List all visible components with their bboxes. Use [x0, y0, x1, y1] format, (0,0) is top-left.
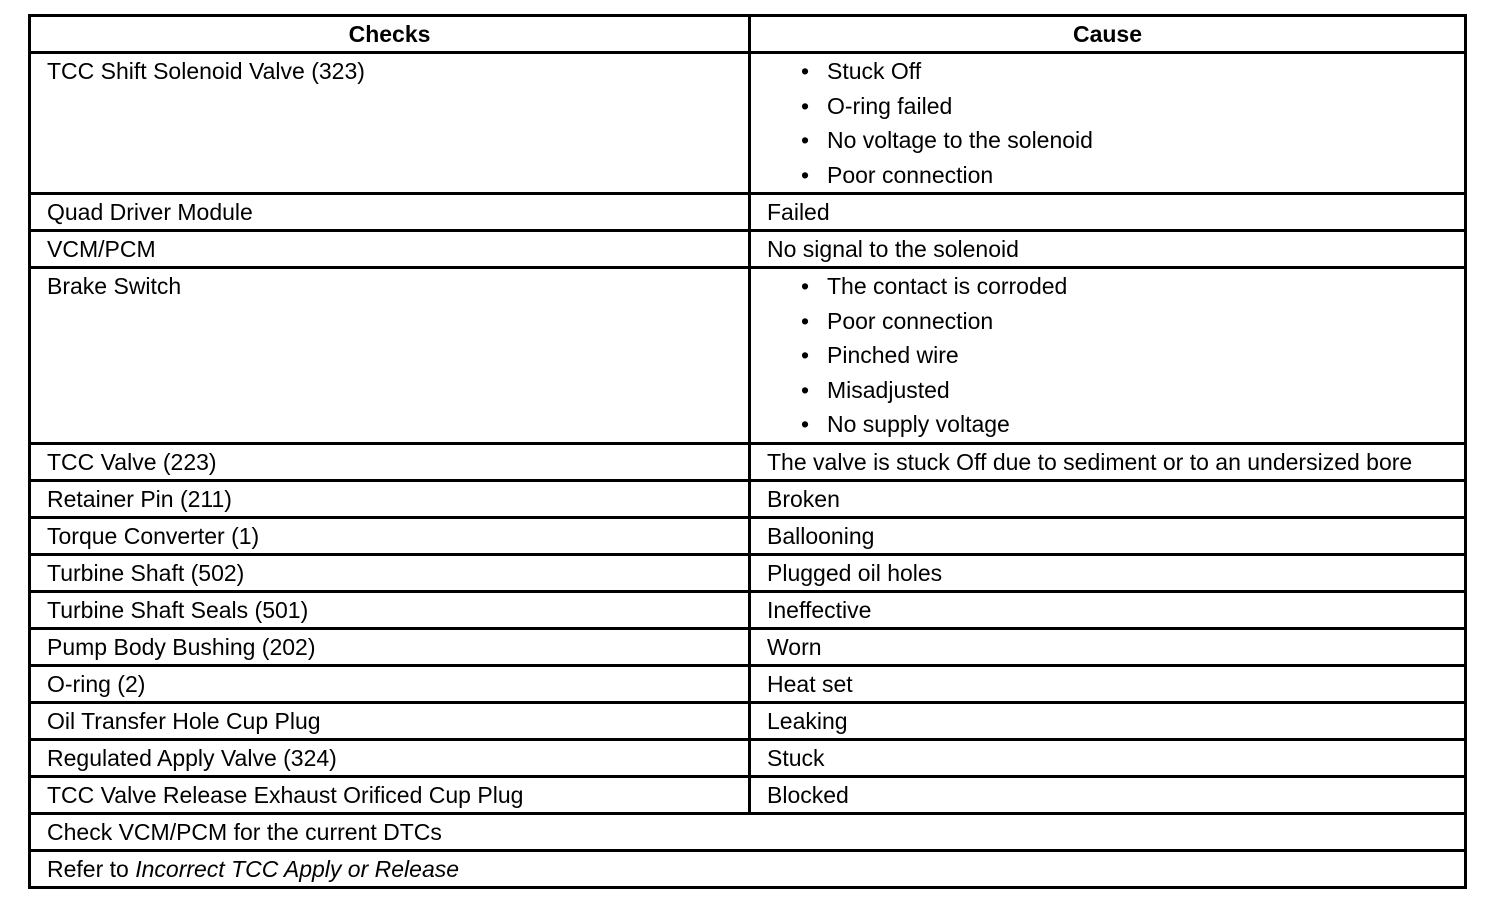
- cause-cell: No signal to the solenoid: [750, 231, 1466, 268]
- footer-note-check-dtcs: Check VCM/PCM for the current DTCs: [30, 813, 1466, 850]
- check-cell: Pump Body Bushing (202): [30, 628, 750, 665]
- cause-list-item: • Poor connection: [801, 304, 1448, 339]
- check-cell: Regulated Apply Valve (324): [30, 739, 750, 776]
- check-cell: O-ring (2): [30, 665, 750, 702]
- check-cell: Torque Converter (1): [30, 517, 750, 554]
- check-cell: Quad Driver Module: [30, 194, 750, 231]
- check-cell: TCC Valve (223): [30, 443, 750, 480]
- table-row: [30, 480, 1466, 517]
- cause-cell: Plugged oil holes: [750, 554, 1466, 591]
- check-cell: Turbine Shaft Seals (501): [30, 591, 750, 628]
- cause-cell: Broken: [750, 480, 1466, 517]
- cause-list-item: • Pinched wire: [801, 338, 1448, 373]
- cause-list-item: • Poor connection: [801, 158, 1448, 193]
- cause-list: [767, 54, 1448, 192]
- table-header-row: [30, 16, 1466, 53]
- table-row: [30, 665, 1466, 702]
- header-cause: Cause: [750, 16, 1466, 53]
- cause-cell: Failed: [750, 194, 1466, 231]
- cause-list-item: • No supply voltage: [801, 407, 1448, 442]
- cause-list-item: • O-ring failed: [801, 89, 1448, 124]
- cause-cell: Leaking: [750, 702, 1466, 739]
- cause-list-item: • The contact is corroded: [801, 269, 1448, 304]
- check-cell: VCM/PCM: [30, 231, 750, 268]
- table-row: [30, 776, 1466, 813]
- check-cell: TCC Valve Release Exhaust Orificed Cup Plug: [30, 776, 750, 813]
- cause-list-item: • Misadjusted: [801, 373, 1448, 408]
- table-row: [30, 231, 1466, 268]
- cause-list-item: • Stuck Off: [801, 54, 1448, 89]
- cause-cell: Stuck: [750, 739, 1466, 776]
- table-row: [30, 53, 1466, 194]
- table-row: [30, 517, 1466, 554]
- cause-cell: [750, 268, 1466, 444]
- refer-prefix: Refer to: [47, 855, 136, 882]
- check-cell: Turbine Shaft (502): [30, 554, 750, 591]
- table-row: [30, 194, 1466, 231]
- cause-cell: Ballooning: [750, 517, 1466, 554]
- check-cell: TCC Shift Solenoid Valve (323): [30, 53, 750, 194]
- check-cell: Oil Transfer Hole Cup Plug: [30, 702, 750, 739]
- diagnostic-table-container: [28, 14, 1464, 889]
- cause-cell: Ineffective: [750, 591, 1466, 628]
- footer-row: [30, 850, 1466, 887]
- cause-cell: [750, 53, 1466, 194]
- check-cell: Brake Switch: [30, 268, 750, 444]
- cause-cell: Blocked: [750, 776, 1466, 813]
- table-row: [30, 739, 1466, 776]
- cause-cell: The valve is stuck Off due to sediment or to an undersized bore: [750, 443, 1466, 480]
- table-row: [30, 554, 1466, 591]
- table-row: [30, 591, 1466, 628]
- diagnostic-table: [28, 14, 1467, 889]
- cause-list: [767, 269, 1448, 442]
- cause-list-item: • No voltage to the solenoid: [801, 123, 1448, 158]
- cause-cell: Worn: [750, 628, 1466, 665]
- check-cell: Retainer Pin (211): [30, 480, 750, 517]
- cause-cell: Heat set: [750, 665, 1466, 702]
- header-checks: Checks: [30, 16, 750, 53]
- table-row: [30, 628, 1466, 665]
- refer-link-text: Incorrect TCC Apply or Release: [135, 855, 460, 882]
- table-row: [30, 702, 1466, 739]
- table-row: [30, 443, 1466, 480]
- footer-note-refer: [30, 850, 1466, 887]
- table-row: [30, 268, 1466, 444]
- footer-row: [30, 813, 1466, 850]
